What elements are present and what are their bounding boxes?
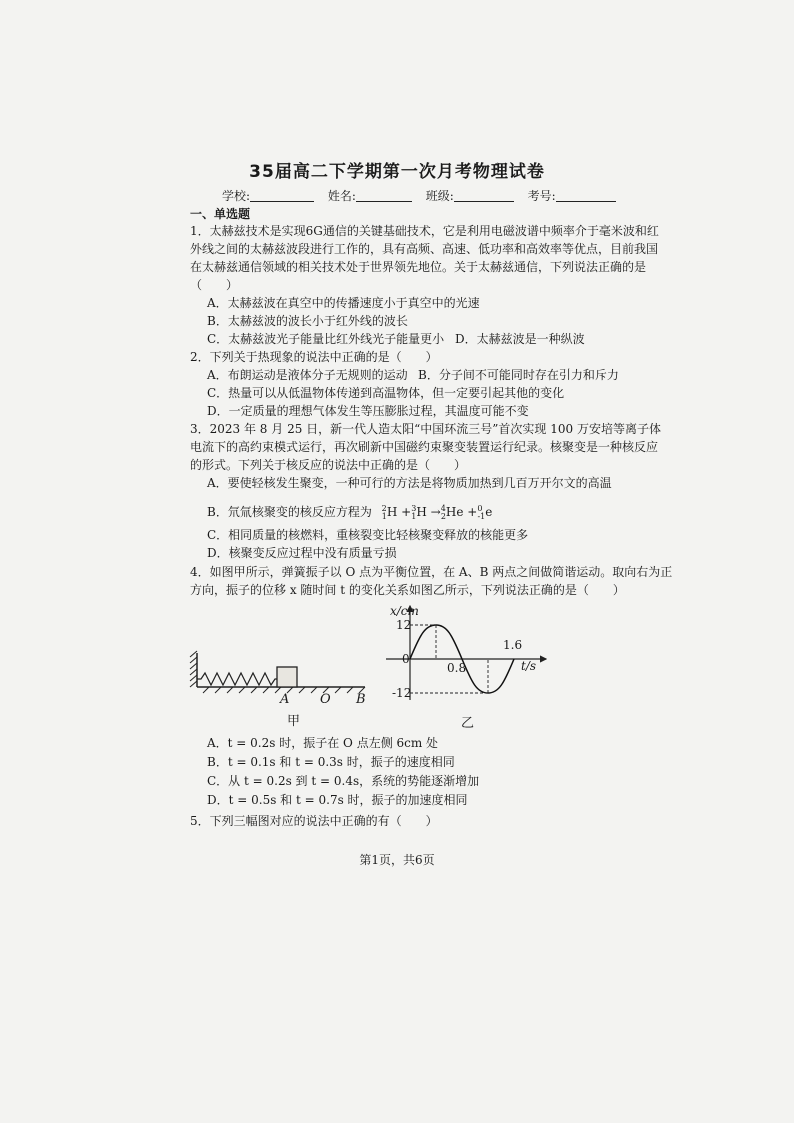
q2-option-b[interactable]: B．分子间不可能同时存在引力和斥力 bbox=[418, 368, 619, 382]
nuclear-equation: $^2_1$H +$^3_1$H →$^4_2$He +$^0_{-1}$e bbox=[381, 504, 493, 522]
q1-line-4: （ ） bbox=[190, 278, 239, 292]
q3-line-1: 3．2023 年 8 月 25 日，新一代人造太阳“中国环流三号”首次实现 100 万安培等离子体 bbox=[190, 422, 661, 436]
class-blank[interactable] bbox=[454, 189, 514, 202]
name-blank[interactable] bbox=[356, 189, 412, 202]
q4-line-2: 方向，振子的位移 x 随时间 t 的变化关系如图乙所示，下列说法正确的是（ ） bbox=[190, 583, 625, 597]
graph-x-label: t/s bbox=[521, 659, 537, 673]
q2-option-d[interactable]: D．一定质量的理想气体发生等压膨胀过程，其温度可能不变 bbox=[207, 404, 529, 418]
q5-stem: 5．下列三幅图对应的说法中正确的有（ ） bbox=[190, 814, 438, 828]
tick-16-label: 1.6 bbox=[503, 638, 523, 652]
student-info-row bbox=[222, 187, 626, 204]
q4-option-d[interactable]: D．t = 0.5s 和 t = 0.7s 时，振子的加速度相同 bbox=[207, 793, 468, 807]
class-label: 班级: bbox=[425, 189, 454, 203]
exam-title: 35届高二下学期第一次月考物理试卷 bbox=[249, 162, 545, 182]
q2-stem: 2．下列关于热现象的说法中正确的是（ ） bbox=[190, 350, 438, 364]
q1-line-1: 1．太赫兹技术是实现6G通信的关键基础技术，它是利用电磁波谱中频率介于毫米波和红 bbox=[190, 224, 659, 238]
tick-12-label: 12 bbox=[396, 618, 412, 632]
q4-option-b[interactable]: B．t = 0.1s 和 t = 0.3s 时，振子的速度相同 bbox=[207, 755, 455, 769]
q3-line-3: 的形式。下列关于核反应的说法中正确的是（ ） bbox=[190, 458, 467, 472]
q1-line-2: 外线之间的太赫兹波段进行工作的，具有高频、高速、低功率和高效率等优点，目前我国 bbox=[190, 242, 659, 256]
oscillator-block bbox=[277, 667, 297, 687]
q1-line-3: 在太赫兹通信领域的相关技术处于世界领先地位。关于太赫兹通信，下列说法正确的是 bbox=[190, 260, 647, 274]
q1-option-c[interactable]: C．太赫兹波光子能量比红外线光子能量更小 bbox=[207, 332, 445, 346]
q3-option-d[interactable]: D．核聚变反应过程中没有质量亏损 bbox=[207, 546, 397, 560]
page-footer: 第1页，共6页 bbox=[359, 853, 435, 867]
graph-y-label: x/cm bbox=[390, 604, 419, 618]
school-label: 学校: bbox=[222, 189, 251, 203]
q4-option-c[interactable]: C．从 t = 0.2s 到 t = 0.4s，系统的势能逐渐增加 bbox=[207, 774, 480, 788]
q3-option-c[interactable]: C．相同质量的核燃料，重核裂变比轻核聚变释放的核能更多 bbox=[207, 528, 529, 542]
name-label: 姓名: bbox=[327, 189, 356, 203]
q3-option-a[interactable]: A．要使轻核发生聚变，一种可行的方法是将物质加热到几百万开尔文的高温 bbox=[207, 476, 612, 490]
q1-option-b[interactable]: B．太赫兹波的波长小于红外线的波长 bbox=[207, 314, 408, 328]
q4-line-1: 4．如图甲所示，弹簧振子以 O 点为平衡位置，在 A、B 两点之间做简谐运动。取向右为正 bbox=[190, 565, 673, 579]
tick-neg12-label: -12 bbox=[392, 686, 412, 700]
q2-option-c[interactable]: C．热量可以从低温物体传递到高温物体，但一定要引起其他的变化 bbox=[207, 386, 565, 400]
wall-hatch bbox=[190, 651, 197, 687]
id-label: 考号: bbox=[527, 189, 556, 203]
spring bbox=[197, 673, 277, 685]
q4-option-a[interactable]: A．t = 0.2s 时，振子在 O 点左侧 6cm 处 bbox=[207, 736, 439, 750]
tick-0-label: 0 bbox=[402, 652, 410, 666]
q3-option-b-text: B．氘氚核聚变的核反应方程为 bbox=[207, 505, 372, 519]
point-a-label: A bbox=[280, 692, 290, 707]
section-heading: 一、单选题 bbox=[190, 207, 251, 221]
q3-option-b[interactable] bbox=[207, 500, 492, 526]
tick-08-label: 0.8 bbox=[447, 661, 467, 675]
q2-option-a[interactable]: A．布朗运动是液体分子无规则的运动 bbox=[207, 368, 408, 382]
q1-option-d[interactable]: D．太赫兹波是一种纵波 bbox=[455, 332, 585, 346]
q1-option-a[interactable]: A．太赫兹波在真空中的传播速度小于真空中的光速 bbox=[207, 296, 480, 310]
figure-jia-caption: 甲 bbox=[287, 714, 301, 729]
id-blank[interactable] bbox=[556, 189, 616, 202]
point-b-label: B bbox=[356, 692, 366, 707]
school-blank[interactable] bbox=[250, 189, 314, 202]
point-o-label: O bbox=[320, 692, 331, 707]
q3-line-2: 电流下的高约束模式运行，再次刷新中国磁约束聚变装置运行纪录。核聚变是一种核反应 bbox=[190, 440, 659, 454]
figure-yi-caption: 乙 bbox=[461, 716, 475, 731]
